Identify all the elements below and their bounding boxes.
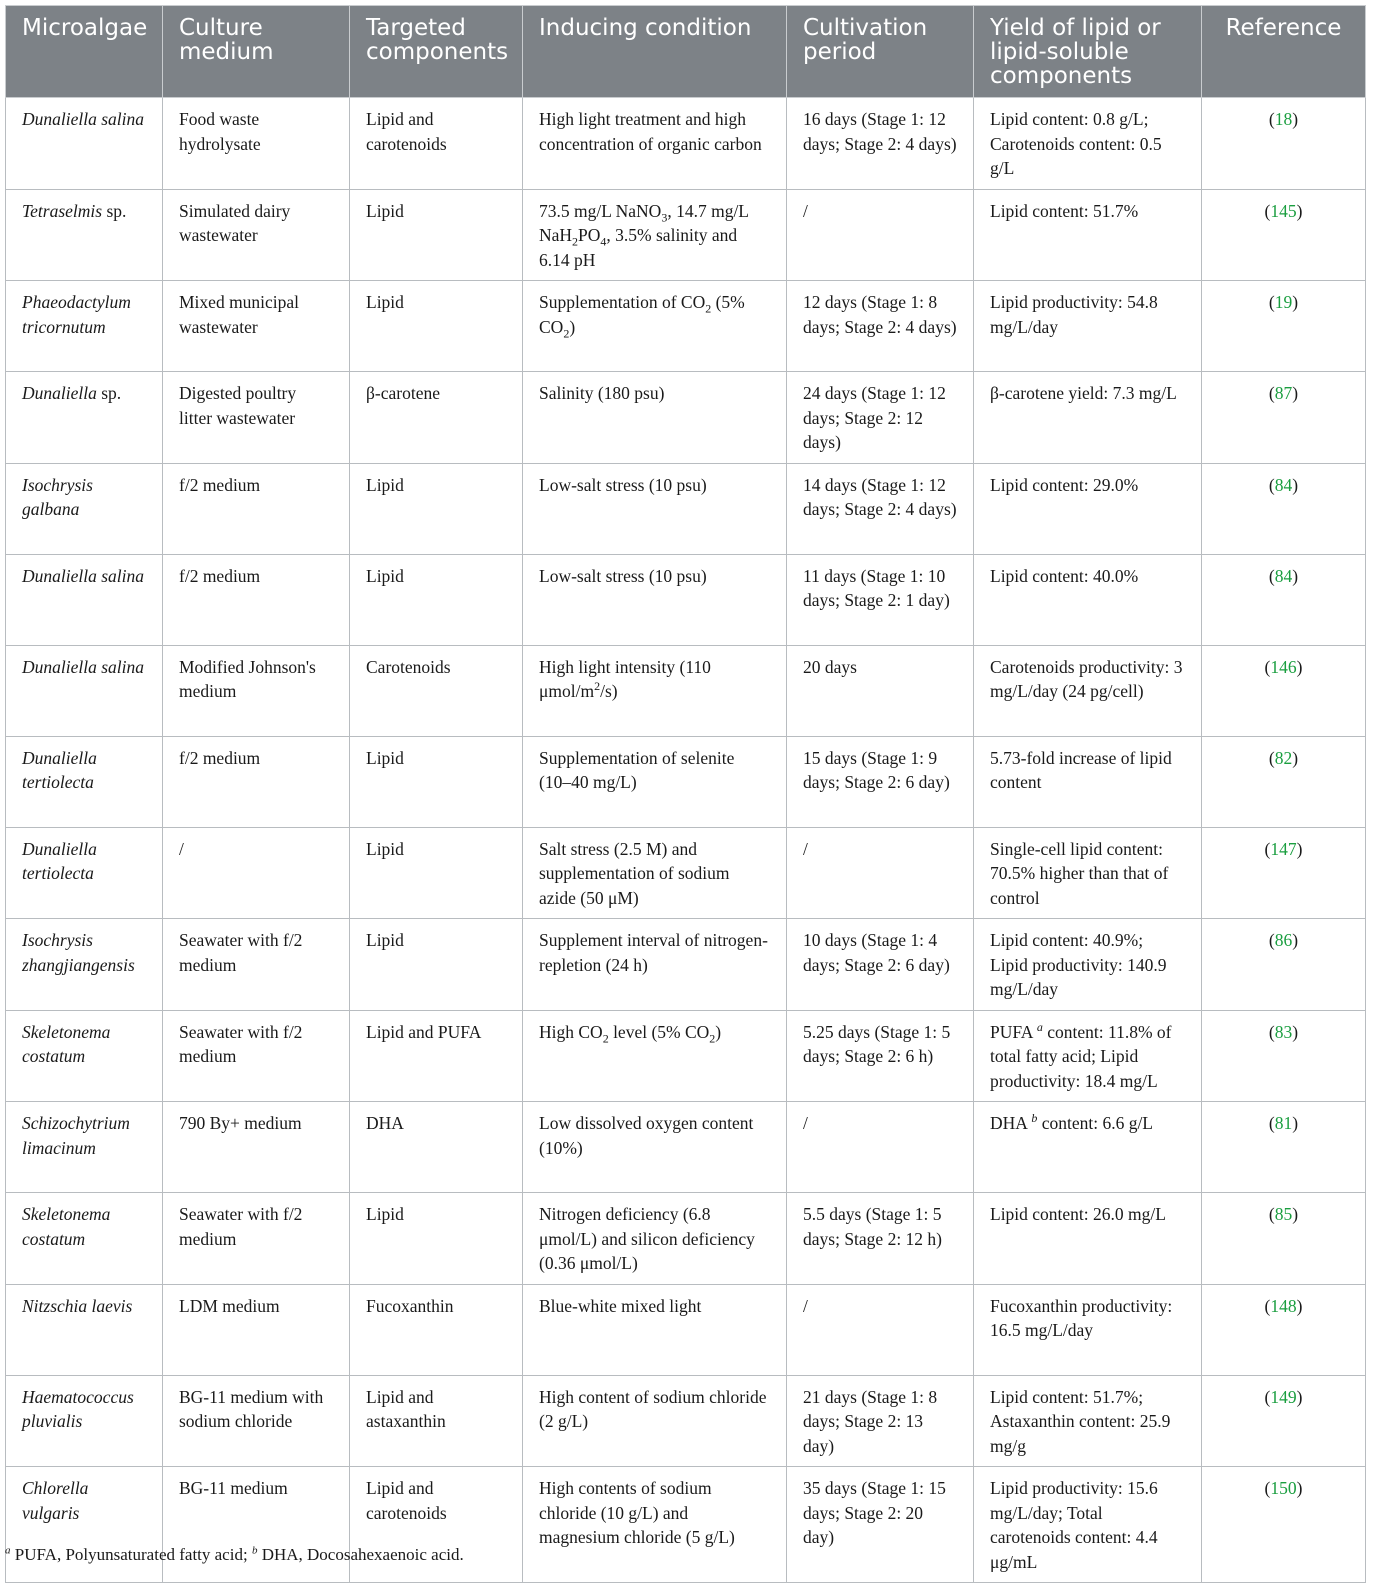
cell-reference: (19) (1202, 281, 1366, 372)
genus-name: Dunaliella (22, 747, 97, 768)
cell-microalgae (6, 281, 163, 372)
species-epithet: salina (101, 656, 145, 677)
cell-cultivation-period: 24 days (Stage 1: 12 days; Stage 2: 12 days) (787, 372, 974, 464)
cell-targeted-components: Lipid and PUFA (350, 1010, 523, 1102)
cell-targeted-components: Lipid (350, 554, 523, 645)
cell-yield (974, 1375, 1202, 1467)
yield-text: Fucoxanthin productivity: 16.5 mg/L/day (990, 1295, 1173, 1340)
species-suffix: sp. (101, 383, 122, 403)
cell-culture-medium: Seawater with f/2 medium (163, 1010, 350, 1102)
reference-link[interactable]: 84 (1274, 565, 1293, 586)
table-row (6, 189, 1366, 281)
yield-text: Lipid productivity: 15.6 mg/L/day; Total carotenoids content: 4.4 μg/mL (990, 1478, 1158, 1572)
cell-microalgae (6, 919, 163, 1011)
cell-targeted-components: Lipid (350, 736, 523, 827)
cell-cultivation-period: 21 days (Stage 1: 8 days; Stage 2: 13 day) (787, 1375, 974, 1467)
cell-reference: (83) (1202, 1010, 1366, 1102)
genus-name: Tetraselmis (22, 200, 103, 221)
cell-cultivation-period: / (787, 1284, 974, 1375)
reference-link[interactable]: 145 (1270, 200, 1297, 221)
reference-link[interactable]: 148 (1270, 1295, 1297, 1316)
table-row (6, 919, 1366, 1011)
cell-yield (974, 736, 1202, 827)
cell-yield (974, 98, 1202, 190)
cell-cultivation-period: 5.5 days (Stage 1: 5 days; Stage 2: 12 h) (787, 1193, 974, 1285)
cell-yield (974, 372, 1202, 464)
cell-inducing-condition (523, 554, 787, 645)
cell-reference: (84) (1202, 463, 1366, 554)
condition-text: High content of sodium chloride (2 g/L) (539, 1386, 767, 1431)
cell-microalgae (6, 463, 163, 554)
table-row (6, 736, 1366, 827)
table-row (6, 1193, 1366, 1285)
header-microalgae: Microalgae (6, 6, 163, 98)
cell-culture-medium: f/2 medium (163, 463, 350, 554)
cell-targeted-components: Lipid and carotenoids (350, 1467, 523, 1583)
cell-microalgae (6, 1010, 163, 1102)
footnote-mark-a: a (5, 1544, 11, 1557)
species-epithet: zhangjiangensis (22, 954, 135, 975)
condition-text: Low-salt stress (10 psu) (539, 474, 707, 495)
yield-text: 5.73-fold increase of lipid content (990, 747, 1172, 792)
species-epithet: limacinum (22, 1137, 96, 1158)
cell-yield (974, 463, 1202, 554)
table-row (6, 372, 1366, 464)
genus-name: Isochrysis (22, 474, 93, 495)
condition-text: ) (569, 316, 576, 337)
cell-targeted-components: Lipid (350, 463, 523, 554)
cell-culture-medium: Modified Johnson's medium (163, 645, 350, 736)
cell-cultivation-period: 16 days (Stage 1: 12 days; Stage 2: 4 days) (787, 98, 974, 190)
reference-link[interactable]: 150 (1270, 1478, 1297, 1498)
reference-link[interactable]: 85 (1274, 1204, 1293, 1224)
genus-name: Chlorella (22, 1478, 89, 1498)
cell-targeted-components: Lipid (350, 827, 523, 919)
genus-name: Haematococcus (22, 1386, 134, 1407)
cell-microalgae (6, 1284, 163, 1375)
chemical-index: 3 (661, 210, 668, 224)
reference-link[interactable]: 82 (1274, 747, 1293, 768)
species-epithet: tertiolecta (22, 863, 94, 883)
cell-culture-medium: Digested poultry litter wastewater (163, 372, 350, 464)
cell-targeted-components: DHA (350, 1102, 523, 1193)
cell-reference: (147) (1202, 827, 1366, 919)
species-epithet: galbana (22, 499, 80, 519)
cell-reference: (149) (1202, 1375, 1366, 1467)
genus-name: Schizochytrium (22, 1113, 130, 1133)
cell-inducing-condition (523, 919, 787, 1011)
cell-yield (974, 919, 1202, 1011)
chemical-index: 2 (602, 1031, 609, 1045)
cell-inducing-condition (523, 736, 787, 827)
cell-inducing-condition (523, 645, 787, 736)
yield-text: Lipid content: 51.7% (990, 200, 1139, 221)
species-suffix: sp. (106, 200, 127, 221)
table-row (6, 98, 1366, 190)
yield-text: DHA (990, 1113, 1032, 1133)
cell-inducing-condition (523, 1010, 787, 1102)
genus-name: Skeletonema (22, 1204, 111, 1224)
cell-inducing-condition (523, 1467, 787, 1583)
condition-text: (5% CO (539, 292, 745, 337)
table-row (6, 1102, 1366, 1193)
reference-link[interactable]: 149 (1270, 1386, 1297, 1407)
cell-culture-medium: BG-11 medium with sodium chloride (163, 1375, 350, 1467)
reference-link[interactable]: 19 (1274, 292, 1293, 312)
cell-microalgae (6, 1375, 163, 1467)
header-cultivation-period: Cultivation period (787, 6, 974, 98)
genus-name: Dunaliella (22, 838, 97, 859)
chemical-index: 2 (594, 679, 601, 694)
cell-inducing-condition (523, 372, 787, 464)
cell-cultivation-period: 5.25 days (Stage 1: 5 days; Stage 2: 6 h) (787, 1010, 974, 1102)
chemical-index: 4 (600, 234, 607, 249)
condition-text: /s) (600, 681, 618, 701)
reference-link[interactable]: 81 (1274, 1113, 1293, 1133)
cell-cultivation-period: 15 days (Stage 1: 9 days; Stage 2: 6 day) (787, 736, 974, 827)
genus-name: Dunaliella (22, 565, 97, 586)
cell-microalgae (6, 827, 163, 919)
yield-text: Lipid content: 40.0% (990, 565, 1139, 586)
table-row (6, 645, 1366, 736)
cell-inducing-condition (523, 189, 787, 281)
header-culture-medium: Culture medium (163, 6, 350, 98)
table-footnote (5, 1545, 1365, 1565)
cell-reference: (85) (1202, 1193, 1366, 1285)
cell-inducing-condition (523, 98, 787, 190)
cell-reference: (87) (1202, 372, 1366, 464)
cell-microalgae (6, 372, 163, 464)
yield-text: Lipid productivity: 54.8 mg/L/day (990, 292, 1158, 337)
condition-text: , 3.5% salinity and 6.14 pH (539, 225, 738, 270)
table-row (6, 463, 1366, 554)
cell-microalgae (6, 645, 163, 736)
cell-reference: (146) (1202, 645, 1366, 736)
cell-microalgae (6, 98, 163, 190)
species-epithet: tertiolecta (22, 772, 94, 792)
cell-reference: (148) (1202, 1284, 1366, 1375)
yield-text: Lipid content: 26.0 mg/L (990, 1204, 1166, 1224)
table-row (6, 554, 1366, 645)
cell-yield (974, 827, 1202, 919)
cell-culture-medium: 790 By+ medium (163, 1102, 350, 1193)
cell-reference: (145) (1202, 189, 1366, 281)
cell-microalgae (6, 189, 163, 281)
cell-reference: (81) (1202, 1102, 1366, 1193)
yield-text: Lipid content: 51.7%; Astaxanthin content: 25.9 mg/g (990, 1386, 1171, 1456)
cell-cultivation-period: / (787, 827, 974, 919)
cell-targeted-components: Fucoxanthin (350, 1284, 523, 1375)
header-row (6, 6, 1366, 98)
cell-culture-medium: BG-11 medium (163, 1467, 350, 1583)
cell-targeted-components: Lipid (350, 189, 523, 281)
cell-targeted-components: Lipid and carotenoids (350, 98, 523, 190)
header-yield: Yield of lipid or lipid-soluble components (974, 6, 1202, 98)
condition-text: Salinity (180 psu) (539, 383, 665, 403)
microalgae-lipid-table (5, 5, 1366, 1583)
cell-culture-medium: Food waste hydrolysate (163, 98, 350, 190)
footnote-mark-b: b (251, 1544, 258, 1557)
genus-name: Isochrysis (22, 930, 93, 950)
cell-culture-medium: LDM medium (163, 1284, 350, 1375)
genus-name: Dunaliella (22, 656, 97, 677)
table-row (6, 281, 1366, 372)
species-epithet: costatum (22, 1228, 86, 1249)
cell-inducing-condition (523, 827, 787, 919)
cell-cultivation-period: 11 days (Stage 1: 10 days; Stage 2: 1 day) (787, 554, 974, 645)
table-row (6, 1375, 1366, 1467)
cell-inducing-condition (523, 1102, 787, 1193)
data-table-container (5, 5, 1365, 1583)
condition-text: Nitrogen deficiency (6.8 μmol/L) and silicon deficiency (0.36 μmol/L) (539, 1204, 755, 1273)
cell-targeted-components: Lipid and astaxanthin (350, 1375, 523, 1467)
condition-text: Supplementation of selenite (10–40 mg/L) (539, 747, 735, 792)
cell-culture-medium: Simulated dairy wastewater (163, 189, 350, 281)
reference-link[interactable]: 18 (1274, 109, 1293, 129)
cell-yield (974, 189, 1202, 281)
table-body (6, 98, 1366, 1583)
species-epithet: laevis (91, 1295, 133, 1316)
genus-name: Dunaliella (22, 383, 97, 403)
cell-targeted-components: Carotenoids (350, 645, 523, 736)
yield-text: Carotenoids productivity: 3 mg/L/day (24 pg/cell) (990, 656, 1183, 701)
cell-reference: (18) (1202, 98, 1366, 190)
cell-inducing-condition (523, 1193, 787, 1285)
cell-cultivation-period: 20 days (787, 645, 974, 736)
reference-link[interactable]: 84 (1274, 474, 1293, 495)
table-row (6, 827, 1366, 919)
species-epithet: pluvialis (22, 1411, 83, 1431)
footnote-marker: a (1036, 1019, 1043, 1034)
reference-link[interactable]: 146 (1270, 656, 1297, 677)
genus-name: Skeletonema (22, 1021, 111, 1042)
header-reference: Reference (1202, 6, 1366, 98)
cell-yield (974, 1193, 1202, 1285)
cell-inducing-condition (523, 281, 787, 372)
genus-name: Phaeodactylum (22, 292, 131, 312)
chemical-index: 2 (705, 301, 712, 316)
species-epithet: tricornutum (22, 316, 106, 337)
cell-culture-medium: f/2 medium (163, 736, 350, 827)
yield-text: Lipid content: 40.9%; Lipid productivity: 140.9 mg/L/day (990, 930, 1167, 999)
reference-link[interactable]: 83 (1274, 1021, 1293, 1042)
table-row (6, 1284, 1366, 1375)
reference-link[interactable]: 147 (1270, 838, 1297, 859)
footnote-text-b: DHA, Docosahexaenoic acid. (257, 1545, 464, 1564)
condition-text: level (5% CO (608, 1021, 710, 1042)
yield-text: Lipid content: 0.8 g/L; Carotenoids content: 0.5 g/L (990, 109, 1162, 178)
cell-culture-medium: / (163, 827, 350, 919)
yield-text: content: 11.8% of total fatty acid; Lipid productivity: 18.4 mg/L (990, 1021, 1172, 1091)
table-row (6, 1010, 1366, 1102)
chemical-index: 2 (563, 326, 570, 340)
header-inducing-condition: Inducing condition (523, 6, 787, 98)
cell-yield (974, 281, 1202, 372)
cell-targeted-components: Lipid (350, 919, 523, 1011)
condition-text: High contents of sodium chloride (10 g/L) and magnesium chloride (5 g/L) (539, 1478, 735, 1547)
condition-text: Blue-white mixed light (539, 1295, 702, 1316)
condition-text: Low-salt stress (10 psu) (539, 565, 707, 586)
yield-text: Lipid content: 29.0% (990, 474, 1139, 495)
chemical-index: 2 (709, 1031, 716, 1045)
cell-culture-medium: Seawater with f/2 medium (163, 919, 350, 1011)
cell-cultivation-period: 12 days (Stage 1: 8 days; Stage 2: 4 days) (787, 281, 974, 372)
footnote-marker: b (1031, 1111, 1038, 1126)
cell-inducing-condition (523, 1284, 787, 1375)
genus-name: Dunaliella (22, 109, 97, 129)
yield-text: Single-cell lipid content: 70.5% higher than that of control (990, 838, 1169, 908)
species-epithet: vulgaris (22, 1502, 80, 1523)
cell-reference: (86) (1202, 919, 1366, 1011)
condition-text: Supplementation of CO (539, 292, 706, 312)
condition-text: High light treatment and high concentration of organic carbon (539, 109, 762, 154)
cell-culture-medium: Mixed municipal wastewater (163, 281, 350, 372)
yield-text: β-carotene yield: 7.3 mg/L (990, 383, 1177, 403)
cell-yield (974, 645, 1202, 736)
cell-cultivation-period: 35 days (Stage 1: 15 days; Stage 2: 20 day) (787, 1467, 974, 1583)
cell-inducing-condition (523, 1375, 787, 1467)
cell-reference: (82) (1202, 736, 1366, 827)
cell-yield (974, 1010, 1202, 1102)
cell-yield (974, 1284, 1202, 1375)
cell-cultivation-period: / (787, 1102, 974, 1193)
cell-cultivation-period: 10 days (Stage 1: 4 days; Stage 2: 6 day) (787, 919, 974, 1011)
chemical-index: 2 (572, 234, 579, 249)
cell-culture-medium: Seawater with f/2 medium (163, 1193, 350, 1285)
condition-text: High light intensity (110 μmol/m (539, 656, 711, 701)
condition-text: High CO (539, 1021, 603, 1042)
yield-text: PUFA (990, 1021, 1037, 1042)
condition-text: PO (578, 225, 601, 245)
cell-reference: (150) (1202, 1467, 1366, 1583)
condition-text: 73.5 mg/L NaNO (539, 200, 662, 221)
cell-yield (974, 1467, 1202, 1583)
cell-reference: (84) (1202, 554, 1366, 645)
table-header (6, 6, 1366, 98)
cell-cultivation-period: / (787, 189, 974, 281)
table-row (6, 1467, 1366, 1583)
cell-yield (974, 554, 1202, 645)
cell-microalgae (6, 1193, 163, 1285)
species-epithet: salina (101, 109, 145, 129)
species-epithet: costatum (22, 1046, 86, 1066)
cell-targeted-components: Lipid (350, 281, 523, 372)
cell-inducing-condition (523, 463, 787, 554)
condition-text: Low dissolved oxygen content (10%) (539, 1113, 754, 1158)
cell-microalgae (6, 736, 163, 827)
genus-name: Nitzschia (22, 1295, 88, 1316)
yield-text: content: 6.6 g/L (1037, 1113, 1154, 1133)
condition-text: , 14.7 mg/L NaH (539, 200, 749, 245)
reference-link[interactable]: 86 (1274, 930, 1293, 950)
condition-text: Supplement interval of nitrogen-repletion (24 h) (539, 930, 768, 975)
cell-targeted-components: Lipid (350, 1193, 523, 1285)
cell-culture-medium: f/2 medium (163, 554, 350, 645)
reference-link[interactable]: 87 (1274, 383, 1293, 403)
footnote-text-a: PUFA, Polyunsaturated fatty acid; (10, 1545, 252, 1564)
cell-microalgae (6, 1102, 163, 1193)
cell-yield (974, 1102, 1202, 1193)
species-epithet: salina (101, 565, 145, 586)
cell-targeted-components: β-carotene (350, 372, 523, 464)
cell-microalgae (6, 1467, 163, 1583)
cell-cultivation-period: 14 days (Stage 1: 12 days; Stage 2: 4 days) (787, 463, 974, 554)
header-targeted-components: Targeted components (350, 6, 523, 98)
condition-text: ) (715, 1021, 722, 1042)
condition-text: Salt stress (2.5 M) and supplementation of sodium azide (50 μM) (539, 838, 730, 908)
cell-microalgae (6, 554, 163, 645)
